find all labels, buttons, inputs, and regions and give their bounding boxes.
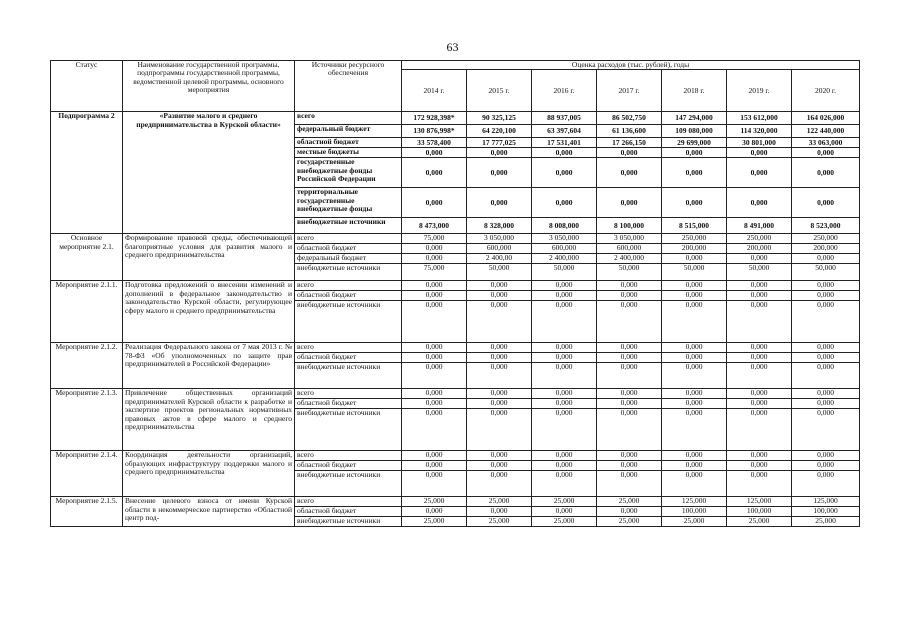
value-cell: 0,000: [662, 281, 727, 291]
value-cell: 0,000: [532, 461, 597, 471]
name-cell: Формирование правовой среды, обеспечивающей благоприятные условия для развития малого и среднего предпринимательства: [123, 234, 295, 281]
name-cell: Координация деятельности организаций, образующих инфраструктуру поддержки малого и среднего предпринимательства: [123, 451, 295, 497]
value-cell: 0,000: [402, 451, 467, 461]
status-cell: Основное мероприятие 2.1.: [51, 234, 123, 281]
source-cell: внебюджетные источники: [295, 471, 402, 497]
value-cell: 8 491,000: [727, 218, 792, 234]
header-year: 2015 г.: [467, 70, 532, 112]
table-row: [51, 234, 860, 244]
value-cell: 0,000: [727, 461, 792, 471]
value-cell: 0,000: [662, 353, 727, 363]
value-cell: 0,000: [532, 471, 597, 497]
table-row: [51, 343, 860, 353]
value-cell: 0,000: [402, 244, 467, 254]
value-cell: 0,000: [467, 409, 532, 451]
source-cell: областной бюджет: [295, 244, 402, 254]
status-cell: Мероприятие 2.1.5.: [51, 497, 123, 527]
value-cell: 17 531,401: [532, 138, 597, 148]
name-cell: Привлечение общественных организаций предпринимателей Курской области к разработке и экспертизе проектов региональных нормативных правовых актов в сфере малого и среднего предпринимательства: [123, 389, 295, 451]
source-cell: областной бюджет: [295, 353, 402, 363]
value-cell: 0,000: [662, 301, 727, 343]
value-cell: 100,000: [792, 507, 860, 517]
value-cell: 0,000: [662, 389, 727, 399]
value-cell: 0,000: [792, 399, 860, 409]
value-cell: 0,000: [467, 343, 532, 353]
value-cell: 0,000: [597, 507, 662, 517]
value-cell: 0,000: [402, 399, 467, 409]
value-cell: 0,000: [792, 343, 860, 353]
source-cell: всего: [295, 497, 402, 507]
value-cell: 0,000: [662, 343, 727, 353]
value-cell: 0,000: [662, 399, 727, 409]
source-cell: всего: [295, 112, 402, 125]
value-cell: 0,000: [727, 389, 792, 399]
value-cell: 88 937,005: [532, 112, 597, 125]
value-cell: 600,000: [467, 244, 532, 254]
table-row: [51, 497, 860, 507]
value-cell: 0,000: [792, 281, 860, 291]
value-cell: 0,000: [727, 451, 792, 461]
value-cell: 8 100,000: [597, 218, 662, 234]
value-cell: 25,000: [597, 517, 662, 527]
value-cell: 8 473,000: [402, 218, 467, 234]
source-cell: областной бюджет: [295, 461, 402, 471]
name-cell: «Развитие малого и среднего предпринимательства в Курской области»: [123, 112, 295, 234]
value-cell: 3 050,000: [597, 234, 662, 244]
value-cell: 25,000: [402, 497, 467, 507]
source-cell: всего: [295, 343, 402, 353]
value-cell: 25,000: [532, 517, 597, 527]
value-cell: 0,000: [597, 389, 662, 399]
value-cell: 153 612,000: [727, 112, 792, 125]
value-cell: 0,000: [402, 363, 467, 389]
value-cell: 0,000: [597, 409, 662, 451]
header-status: Статус: [51, 61, 123, 112]
value-cell: 600,000: [532, 244, 597, 254]
value-cell: 25,000: [467, 497, 532, 507]
value-cell: 0,000: [402, 281, 467, 291]
value-cell: 100,000: [727, 507, 792, 517]
header-estimate: Оценка расходов (тыс. рублей), годы: [402, 61, 860, 70]
value-cell: 250,000: [727, 234, 792, 244]
value-cell: 0,000: [662, 461, 727, 471]
value-cell: 0,000: [402, 343, 467, 353]
value-cell: 0,000: [792, 254, 860, 264]
value-cell: 0,000: [467, 451, 532, 461]
value-cell: 0,000: [727, 301, 792, 343]
value-cell: 0,000: [532, 363, 597, 389]
value-cell: 0,000: [792, 353, 860, 363]
value-cell: 0,000: [402, 158, 467, 188]
value-cell: 0,000: [467, 471, 532, 497]
value-cell: 25,000: [727, 517, 792, 527]
status-cell: Мероприятие 2.1.1.: [51, 281, 123, 343]
header-year: 2014 г.: [402, 70, 467, 112]
value-cell: 0,000: [467, 148, 532, 158]
value-cell: 0,000: [727, 471, 792, 497]
value-cell: 0,000: [402, 389, 467, 399]
header-name: Наименование государственной программы, подпрограммы государственной программы, ведомственной целевой программы, основного мероприятия: [123, 61, 295, 112]
value-cell: 0,000: [662, 451, 727, 461]
value-cell: 0,000: [727, 291, 792, 301]
header-year: 2020 г.: [792, 70, 860, 112]
value-cell: 0,000: [402, 291, 467, 301]
value-cell: 200,000: [727, 244, 792, 254]
value-cell: 63 397,604: [532, 125, 597, 138]
value-cell: 250,000: [792, 234, 860, 244]
table-row: [51, 281, 860, 291]
value-cell: 200,000: [662, 244, 727, 254]
status-cell: Подпрограмма 2: [51, 112, 123, 234]
value-cell: 8 328,000: [467, 218, 532, 234]
table-row: [51, 451, 860, 461]
value-cell: 25,000: [467, 517, 532, 527]
value-cell: 0,000: [727, 188, 792, 218]
value-cell: 75,000: [402, 264, 467, 281]
status-cell: Мероприятие 2.1.3.: [51, 389, 123, 451]
value-cell: 8 523,000: [792, 218, 860, 234]
value-cell: 25,000: [662, 517, 727, 527]
value-cell: 50,000: [597, 264, 662, 281]
value-cell: 0,000: [467, 188, 532, 218]
value-cell: 0,000: [597, 148, 662, 158]
value-cell: 0,000: [792, 291, 860, 301]
value-cell: 0,000: [792, 301, 860, 343]
source-cell: всего: [295, 451, 402, 461]
value-cell: 122 440,000: [792, 125, 860, 138]
value-cell: 0,000: [532, 188, 597, 218]
value-cell: 0,000: [792, 451, 860, 461]
value-cell: 0,000: [792, 389, 860, 399]
value-cell: 0,000: [402, 507, 467, 517]
value-cell: 0,000: [662, 409, 727, 451]
value-cell: 0,000: [532, 301, 597, 343]
value-cell: 0,000: [467, 353, 532, 363]
value-cell: 90 325,125: [467, 112, 532, 125]
value-cell: 0,000: [792, 471, 860, 497]
source-cell: внебюджетные источники: [295, 517, 402, 527]
source-cell: внебюджетные источники: [295, 363, 402, 389]
source-cell: всего: [295, 234, 402, 244]
source-cell: всего: [295, 281, 402, 291]
header-year: 2019 г.: [727, 70, 792, 112]
value-cell: 0,000: [597, 461, 662, 471]
value-cell: 0,000: [532, 399, 597, 409]
value-cell: 61 136,600: [597, 125, 662, 138]
value-cell: 25,000: [792, 517, 860, 527]
header-year: 2017 г.: [597, 70, 662, 112]
value-cell: 0,000: [597, 471, 662, 497]
value-cell: 25,000: [402, 517, 467, 527]
value-cell: 0,000: [662, 254, 727, 264]
value-cell: 0,000: [597, 343, 662, 353]
value-cell: 0,000: [532, 281, 597, 291]
value-cell: 0,000: [662, 363, 727, 389]
value-cell: 0,000: [467, 158, 532, 188]
value-cell: 0,000: [467, 399, 532, 409]
value-cell: 0,000: [597, 363, 662, 389]
value-cell: 0,000: [597, 301, 662, 343]
value-cell: 0,000: [727, 363, 792, 389]
value-cell: 2 400,00: [467, 254, 532, 264]
value-cell: 0,000: [597, 451, 662, 461]
source-cell: внебюджетные источники: [295, 218, 402, 234]
value-cell: 0,000: [662, 471, 727, 497]
value-cell: 0,000: [597, 281, 662, 291]
value-cell: 64 220,100: [467, 125, 532, 138]
value-cell: 25,000: [597, 497, 662, 507]
value-cell: 0,000: [467, 363, 532, 389]
value-cell: 0,000: [467, 461, 532, 471]
value-cell: 25,000: [532, 497, 597, 507]
source-cell: всего: [295, 389, 402, 399]
value-cell: 0,000: [792, 158, 860, 188]
source-cell: федеральный бюджет: [295, 254, 402, 264]
header-year: 2018 г.: [662, 70, 727, 112]
value-cell: 0,000: [467, 301, 532, 343]
value-cell: 0,000: [532, 507, 597, 517]
value-cell: 125,000: [727, 497, 792, 507]
value-cell: 50,000: [532, 264, 597, 281]
source-cell: областной бюджет: [295, 138, 402, 148]
value-cell: 17 777,025: [467, 138, 532, 148]
value-cell: 0,000: [532, 409, 597, 451]
name-cell: Внесение целевого взноса от имени Курской области в некоммерческое партнерство «Областной центр под-: [123, 497, 295, 527]
value-cell: 0,000: [532, 353, 597, 363]
value-cell: 200,000: [792, 244, 860, 254]
source-cell: федеральный бюджет: [295, 125, 402, 138]
value-cell: 29 699,000: [662, 138, 727, 148]
value-cell: 0,000: [792, 148, 860, 158]
value-cell: 0,000: [727, 343, 792, 353]
value-cell: 114 320,000: [727, 125, 792, 138]
value-cell: 0,000: [662, 148, 727, 158]
value-cell: 50,000: [662, 264, 727, 281]
value-cell: 0,000: [467, 291, 532, 301]
value-cell: 50,000: [727, 264, 792, 281]
table-row: [51, 389, 860, 399]
value-cell: 0,000: [597, 399, 662, 409]
value-cell: 0,000: [532, 291, 597, 301]
value-cell: 3 050,000: [467, 234, 532, 244]
value-cell: 8 515,000: [662, 218, 727, 234]
value-cell: 0,000: [727, 148, 792, 158]
value-cell: 17 266,150: [597, 138, 662, 148]
value-cell: 125,000: [792, 497, 860, 507]
source-cell: внебюджетные источники: [295, 301, 402, 343]
value-cell: 2 400,000: [597, 254, 662, 264]
value-cell: 0,000: [727, 281, 792, 291]
value-cell: 0,000: [402, 301, 467, 343]
value-cell: 0,000: [727, 254, 792, 264]
value-cell: 0,000: [467, 507, 532, 517]
value-cell: 0,000: [402, 254, 467, 264]
name-cell: Реализация Федерального закона от 7 мая 2013 г. № 78-ФЗ «Об уполномоченных по защите прав предпринимателей в Российской Федерации»: [123, 343, 295, 389]
value-cell: 0,000: [792, 188, 860, 218]
value-cell: 0,000: [402, 353, 467, 363]
value-cell: 100,000: [662, 507, 727, 517]
value-cell: 125,000: [662, 497, 727, 507]
value-cell: 109 080,000: [662, 125, 727, 138]
header-year: 2016 г.: [532, 70, 597, 112]
value-cell: 0,000: [792, 461, 860, 471]
value-cell: 33 578,400: [402, 138, 467, 148]
name-cell: Подготовка предложений о внесении изменений и дополнений в федеральное законодательство и законодательство Курской области, регулирующее сферу малого и среднего предпринимательства: [123, 281, 295, 343]
source-cell: областной бюджет: [295, 507, 402, 517]
status-cell: Мероприятие 2.1.4.: [51, 451, 123, 497]
value-cell: 0,000: [597, 158, 662, 188]
header-sources: Источники ресурсного обеспечения: [295, 61, 402, 112]
value-cell: 130 876,998*: [402, 125, 467, 138]
value-cell: 147 294,000: [662, 112, 727, 125]
value-cell: 0,000: [532, 343, 597, 353]
value-cell: 0,000: [597, 291, 662, 301]
value-cell: 0,000: [402, 471, 467, 497]
value-cell: 75,000: [402, 234, 467, 244]
value-cell: 0,000: [532, 148, 597, 158]
value-cell: 164 026,000: [792, 112, 860, 125]
source-cell: местные бюджеты: [295, 148, 402, 158]
value-cell: 0,000: [727, 399, 792, 409]
value-cell: 0,000: [402, 188, 467, 218]
value-cell: 172 928,398*: [402, 112, 467, 125]
value-cell: 0,000: [727, 158, 792, 188]
value-cell: 8 008,000: [532, 218, 597, 234]
source-cell: территориальные государственные внебюджетные фонды: [295, 188, 402, 218]
value-cell: 0,000: [792, 409, 860, 451]
value-cell: 600,000: [597, 244, 662, 254]
source-cell: областной бюджет: [295, 291, 402, 301]
source-cell: государственные внебюджетные фонды Российской Федерации: [295, 158, 402, 188]
value-cell: 0,000: [532, 389, 597, 399]
value-cell: 0,000: [662, 291, 727, 301]
source-cell: внебюджетные источники: [295, 264, 402, 281]
value-cell: 0,000: [532, 451, 597, 461]
value-cell: 0,000: [662, 158, 727, 188]
value-cell: 0,000: [467, 281, 532, 291]
source-cell: областной бюджет: [295, 399, 402, 409]
value-cell: 0,000: [792, 363, 860, 389]
value-cell: 0,000: [727, 353, 792, 363]
table-row: [51, 112, 860, 125]
value-cell: 0,000: [727, 409, 792, 451]
value-cell: 30 801,000: [727, 138, 792, 148]
source-cell: внебюджетные источники: [295, 409, 402, 451]
budget-table: [50, 60, 860, 527]
value-cell: 0,000: [467, 389, 532, 399]
value-cell: 250,000: [662, 234, 727, 244]
value-cell: 0,000: [402, 148, 467, 158]
value-cell: 0,000: [597, 188, 662, 218]
value-cell: 0,000: [532, 158, 597, 188]
value-cell: 86 502,750: [597, 112, 662, 125]
value-cell: 3 050,000: [532, 234, 597, 244]
value-cell: 0,000: [597, 353, 662, 363]
status-cell: Мероприятие 2.1.2.: [51, 343, 123, 389]
value-cell: 0,000: [402, 461, 467, 471]
value-cell: 0,000: [662, 188, 727, 218]
value-cell: 50,000: [467, 264, 532, 281]
page-number: 63: [446, 40, 459, 54]
value-cell: 50,000: [792, 264, 860, 281]
value-cell: 2 400,000: [532, 254, 597, 264]
value-cell: 33 063,000: [792, 138, 860, 148]
value-cell: 0,000: [402, 409, 467, 451]
